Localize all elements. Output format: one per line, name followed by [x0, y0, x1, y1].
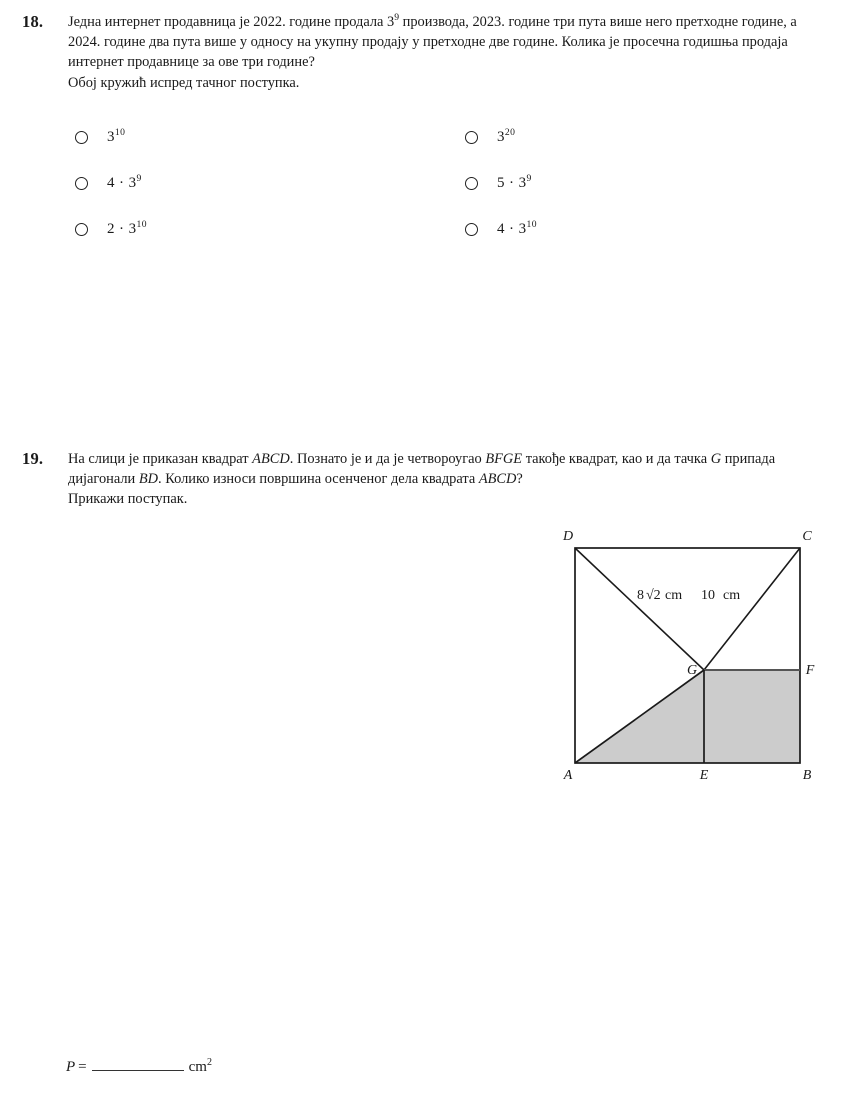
option-f-radio[interactable] — [465, 223, 478, 236]
vertex-label-A: A — [563, 768, 573, 783]
vertex-label-B: B — [802, 768, 812, 783]
question-19-statement — [68, 449, 808, 489]
option-d-label — [497, 172, 532, 192]
option-d-coefficient: 5 · — [497, 174, 519, 191]
answer-unit — [189, 1059, 212, 1076]
q19-label-bfge: BFGE — [485, 451, 523, 467]
q19-text-part-3: такође квадрат, као и да тачка — [522, 451, 711, 467]
question-18-number: 18. — [22, 12, 44, 31]
option-e-coefficient: 2 · — [107, 220, 129, 237]
option-c-label — [107, 172, 142, 192]
vertex-label-E: E — [699, 768, 709, 783]
option-a-exponent: 10 — [114, 126, 126, 138]
q19-label-abcd-2: ABCD — [478, 471, 517, 488]
q18-exponent-9: 9 — [394, 12, 400, 24]
segment-GC — [704, 548, 800, 670]
answer-unit-text: cm — [188, 1059, 207, 1075]
q19-text-part-1: На слици је приказан квадрат — [68, 451, 253, 467]
option-f-label — [497, 218, 537, 238]
option-d-radio[interactable] — [465, 177, 478, 190]
q18-text-part-2: производа, 2023. године три пута више него претходне године, а 2024. године два пута више у односу на укупну продају у претходне две године. Колика је просечна годишња продаја интернет продавнице за ове три године? — [68, 14, 797, 71]
option-e-label — [107, 218, 147, 238]
option-c-radio[interactable] — [75, 177, 88, 190]
q19-text-part-4: припада дијагонали — [68, 451, 776, 488]
answer-unit-exponent: 2 — [206, 1057, 212, 1068]
option-c-base: 3 — [128, 174, 137, 191]
option-d[interactable] — [465, 172, 532, 194]
option-e-base: 3 — [128, 220, 137, 237]
q19-label-g: G — [710, 451, 722, 467]
answer-line-area — [66, 1058, 212, 1076]
option-a-radio[interactable] — [75, 131, 88, 144]
option-a-base: 3 — [107, 128, 115, 145]
option-d-exponent: 9 — [526, 172, 532, 184]
shaded-square-BFGE — [704, 670, 800, 763]
vertex-label-D: D — [562, 529, 574, 544]
geometry-figure — [548, 515, 848, 800]
dimension-label-gc-value: 10 — [701, 588, 715, 603]
answer-blank-field[interactable] — [92, 1058, 184, 1071]
option-b-radio[interactable] — [465, 131, 478, 144]
dimension-label-gc-unit: cm — [723, 588, 741, 603]
dimension-label-dg-radical: √2 — [646, 588, 661, 603]
option-b-exponent: 20 — [504, 126, 516, 138]
q18-text-part-1: Једна интернет продавница је 2022. године продала 3 — [68, 14, 395, 30]
segment-DG — [575, 548, 704, 670]
option-a-label — [107, 126, 126, 146]
question-18-options — [0, 118, 857, 246]
q19-text-part-6: ? — [516, 471, 523, 488]
q19-label-bd: BD — [138, 471, 159, 488]
option-f-exponent: 10 — [526, 218, 537, 230]
option-b[interactable] — [465, 126, 515, 148]
option-e[interactable] — [75, 218, 147, 240]
option-e-exponent: 10 — [136, 218, 147, 230]
option-b-base: 3 — [497, 128, 505, 145]
option-c-exponent: 9 — [136, 172, 142, 184]
question-18-text — [68, 12, 808, 93]
q19-text-part-5: . Колико износи површина осенченог дела квадрата — [158, 471, 479, 488]
dimension-label-dg-unit: cm — [665, 588, 683, 603]
q19-label-abcd-1: ABCD — [252, 451, 290, 467]
option-e-radio[interactable] — [75, 223, 88, 236]
q19-text-part-2: . Познато је и да је четвороугао — [289, 451, 486, 467]
question-18 — [0, 12, 857, 112]
option-c[interactable] — [75, 172, 142, 194]
vertex-label-C: C — [802, 529, 812, 544]
vertex-label-G: G — [686, 663, 698, 678]
option-f[interactable] — [465, 218, 537, 240]
question-18-statement — [68, 12, 808, 73]
answer-equals: = — [78, 1059, 87, 1075]
vertex-label-F: F — [805, 663, 815, 678]
option-f-coefficient: 4 · — [497, 220, 519, 237]
option-b-label — [497, 126, 516, 146]
option-d-base: 3 — [518, 174, 527, 191]
question-19-number: 19. — [22, 449, 44, 468]
question-18-instruction: Обој кружић испред тачног поступка. — [68, 74, 300, 91]
option-c-coefficient: 4 · — [107, 174, 129, 191]
question-19 — [0, 449, 857, 519]
option-f-base: 3 — [518, 220, 527, 237]
dimension-label-dg-coefficient: 8 — [637, 588, 644, 603]
question-19-instruction: Прикажи поступак. — [68, 491, 188, 508]
answer-variable: P — [66, 1059, 76, 1075]
question-19-text — [68, 449, 808, 510]
geometry-figure-svg — [548, 515, 848, 800]
option-a[interactable] — [75, 126, 125, 148]
